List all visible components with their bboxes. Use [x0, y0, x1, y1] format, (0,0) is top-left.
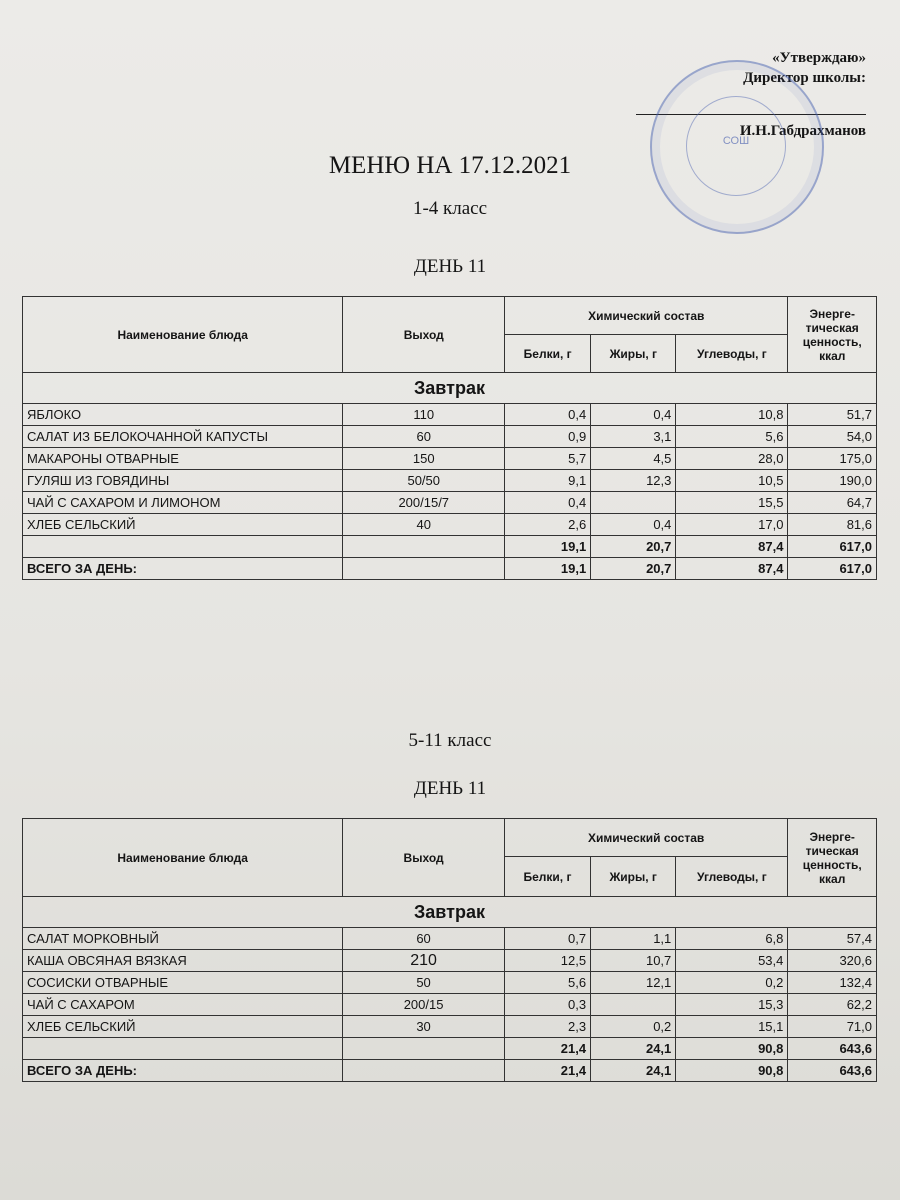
menu-table-2	[22, 818, 877, 1082]
header-protein: Белки, г	[504, 857, 590, 897]
dish-output: 200/15	[343, 994, 505, 1016]
header-output: Выход	[343, 819, 505, 897]
dish-carbs: 15,3	[676, 994, 788, 1016]
subtotal-protein: 19,1	[505, 536, 591, 558]
dish-fat: 12,3	[591, 470, 676, 492]
dish-fat: 1,1	[591, 928, 676, 950]
dish-output: 60	[343, 426, 505, 448]
dish-output: 60	[343, 928, 505, 950]
header-dish: Наименование блюда	[23, 819, 343, 897]
dish-protein: 9,1	[505, 470, 591, 492]
total-output-cell	[343, 558, 505, 580]
dish-kcal: 62,2	[788, 994, 877, 1016]
table-row	[23, 972, 877, 994]
dish-name: КАША ОВСЯНАЯ ВЯЗКАЯ	[23, 950, 343, 972]
dish-carbs: 10,8	[676, 404, 788, 426]
dish-name: МАКАРОНЫ ОТВАРНЫЕ	[23, 448, 343, 470]
subtotal-label-cell	[23, 536, 343, 558]
dish-protein: 2,6	[505, 514, 591, 536]
table-row	[23, 470, 877, 492]
dish-fat: 3,1	[591, 426, 676, 448]
total-carbs: 87,4	[676, 558, 788, 580]
dish-protein: 0,4	[505, 404, 591, 426]
subtotal-fat: 20,7	[591, 536, 676, 558]
page-title: МЕНЮ НА 17.12.2021	[328, 152, 572, 179]
day-heading-1: ДЕНЬ 11	[413, 256, 487, 277]
subtotal-carbs: 90,8	[676, 1038, 788, 1060]
total-protein: 21,4	[504, 1060, 590, 1082]
director-name: И.Н.Габдрахманов	[739, 123, 866, 139]
header-fat: Жиры, г	[591, 857, 676, 897]
header-energy: Энерге-тическая ценность, ккал	[788, 297, 877, 373]
section-row	[23, 897, 877, 928]
total-row	[23, 1060, 877, 1082]
header-dish: Наименование блюда	[23, 297, 343, 373]
dish-protein: 0,4	[505, 492, 591, 514]
dish-protein: 2,3	[504, 1016, 590, 1038]
header-output: Выход	[343, 297, 505, 373]
total-label: ВСЕГО ЗА ДЕНЬ:	[23, 1060, 343, 1082]
dish-carbs: 15,5	[676, 492, 788, 514]
header-carbs: Углеводы, г	[676, 335, 788, 373]
day-heading-2: ДЕНЬ 11	[413, 778, 487, 799]
dish-fat: 4,5	[591, 448, 676, 470]
dish-fat: 0,4	[591, 404, 676, 426]
dish-kcal: 132,4	[788, 972, 877, 994]
dish-output: 40	[343, 514, 505, 536]
dish-output: 50	[343, 972, 505, 994]
total-output-cell	[343, 1060, 505, 1082]
dish-name: ЧАЙ С САХАРОМ И ЛИМОНОМ	[23, 492, 343, 514]
subtotal-row	[23, 1038, 877, 1060]
grade-heading-1: 1-4 класс	[412, 198, 488, 219]
table-row	[23, 950, 877, 972]
approval-title: «Утверждаю»	[772, 50, 866, 66]
subtotal-output-cell	[343, 536, 505, 558]
subtotal-fat: 24,1	[591, 1038, 676, 1060]
section-row	[23, 373, 877, 404]
dish-kcal: 54,0	[788, 426, 877, 448]
dish-kcal: 320,6	[788, 950, 877, 972]
dish-kcal: 71,0	[788, 1016, 877, 1038]
grade-heading-2: 5-11 класс	[408, 730, 492, 751]
dish-carbs: 15,1	[676, 1016, 788, 1038]
header-fat: Жиры, г	[591, 335, 676, 373]
table-row	[23, 1016, 877, 1038]
dish-name: ГУЛЯШ ИЗ ГОВЯДИНЫ	[23, 470, 343, 492]
table-row	[23, 448, 877, 470]
dish-carbs: 53,4	[676, 950, 788, 972]
dish-kcal: 64,7	[788, 492, 877, 514]
dish-output: 110	[343, 404, 505, 426]
dish-kcal: 57,4	[788, 928, 877, 950]
dish-fat: 0,4	[591, 514, 676, 536]
dish-name: ХЛЕБ СЕЛЬСКИЙ	[23, 514, 343, 536]
dish-kcal: 190,0	[788, 470, 877, 492]
subtotal-label-cell	[23, 1038, 343, 1060]
dish-carbs: 10,5	[676, 470, 788, 492]
section-breakfast: Завтрак	[23, 373, 877, 404]
dish-protein: 0,7	[504, 928, 590, 950]
dish-protein: 5,7	[505, 448, 591, 470]
table-row	[23, 492, 877, 514]
total-carbs: 90,8	[676, 1060, 788, 1082]
total-kcal: 643,6	[788, 1060, 877, 1082]
subtotal-carbs: 87,4	[676, 536, 788, 558]
menu-table-1	[22, 296, 877, 580]
dish-output: 150	[343, 448, 505, 470]
dish-fat	[591, 994, 676, 1016]
dish-name: ЯБЛОКО	[23, 404, 343, 426]
stamp-inner-ring	[686, 96, 786, 196]
dish-carbs: 5,6	[676, 426, 788, 448]
dish-kcal: 51,7	[788, 404, 877, 426]
subtotal-kcal: 643,6	[788, 1038, 877, 1060]
total-protein: 19,1	[505, 558, 591, 580]
total-row	[23, 558, 877, 580]
table-row	[23, 404, 877, 426]
dish-fat: 10,7	[591, 950, 676, 972]
total-label: ВСЕГО ЗА ДЕНЬ:	[23, 558, 343, 580]
header-protein: Белки, г	[505, 335, 591, 373]
dish-carbs: 28,0	[676, 448, 788, 470]
dish-fat: 12,1	[591, 972, 676, 994]
total-fat: 20,7	[591, 558, 676, 580]
header-chem: Химический состав	[505, 297, 788, 335]
dish-output: 50/50	[343, 470, 505, 492]
dish-name: САЛАТ ИЗ БЕЛОКОЧАННОЙ КАПУСТЫ	[23, 426, 343, 448]
dish-fat: 0,2	[591, 1016, 676, 1038]
header-chem: Химический состав	[504, 819, 788, 857]
stamp-text: СОШ	[722, 135, 750, 147]
subtotal-row	[23, 536, 877, 558]
dish-protein: 5,6	[504, 972, 590, 994]
header-carbs: Углеводы, г	[676, 857, 788, 897]
dish-kcal: 175,0	[788, 448, 877, 470]
header-row	[23, 819, 877, 857]
total-kcal: 617,0	[788, 558, 877, 580]
header-energy: Энерге-тическая ценность, ккал	[788, 819, 877, 897]
dish-protein: 0,3	[504, 994, 590, 1016]
dish-name: САЛАТ МОРКОВНЫЙ	[23, 928, 343, 950]
dish-carbs: 6,8	[676, 928, 788, 950]
subtotal-output-cell	[343, 1038, 505, 1060]
section-breakfast: Завтрак	[23, 897, 877, 928]
table-row	[23, 928, 877, 950]
dish-name: СОСИСКИ ОТВАРНЫЕ	[23, 972, 343, 994]
table-row	[23, 994, 877, 1016]
subtotal-kcal: 617,0	[788, 536, 877, 558]
table-row	[23, 426, 877, 448]
dish-fat	[591, 492, 676, 514]
dish-kcal: 81,6	[788, 514, 877, 536]
dish-protein: 12,5	[504, 950, 590, 972]
approval-position: Директор школы:	[743, 70, 866, 86]
dish-output: 200/15/7	[343, 492, 505, 514]
dish-carbs: 0,2	[676, 972, 788, 994]
dish-output: 210	[343, 950, 505, 972]
header-row	[23, 297, 877, 335]
dish-output: 30	[343, 1016, 505, 1038]
dish-carbs: 17,0	[676, 514, 788, 536]
dish-name: ХЛЕБ СЕЛЬСКИЙ	[23, 1016, 343, 1038]
total-fat: 24,1	[591, 1060, 676, 1082]
dish-name: ЧАЙ С САХАРОМ	[23, 994, 343, 1016]
table-row	[23, 514, 877, 536]
dish-protein: 0,9	[505, 426, 591, 448]
subtotal-protein: 21,4	[504, 1038, 590, 1060]
